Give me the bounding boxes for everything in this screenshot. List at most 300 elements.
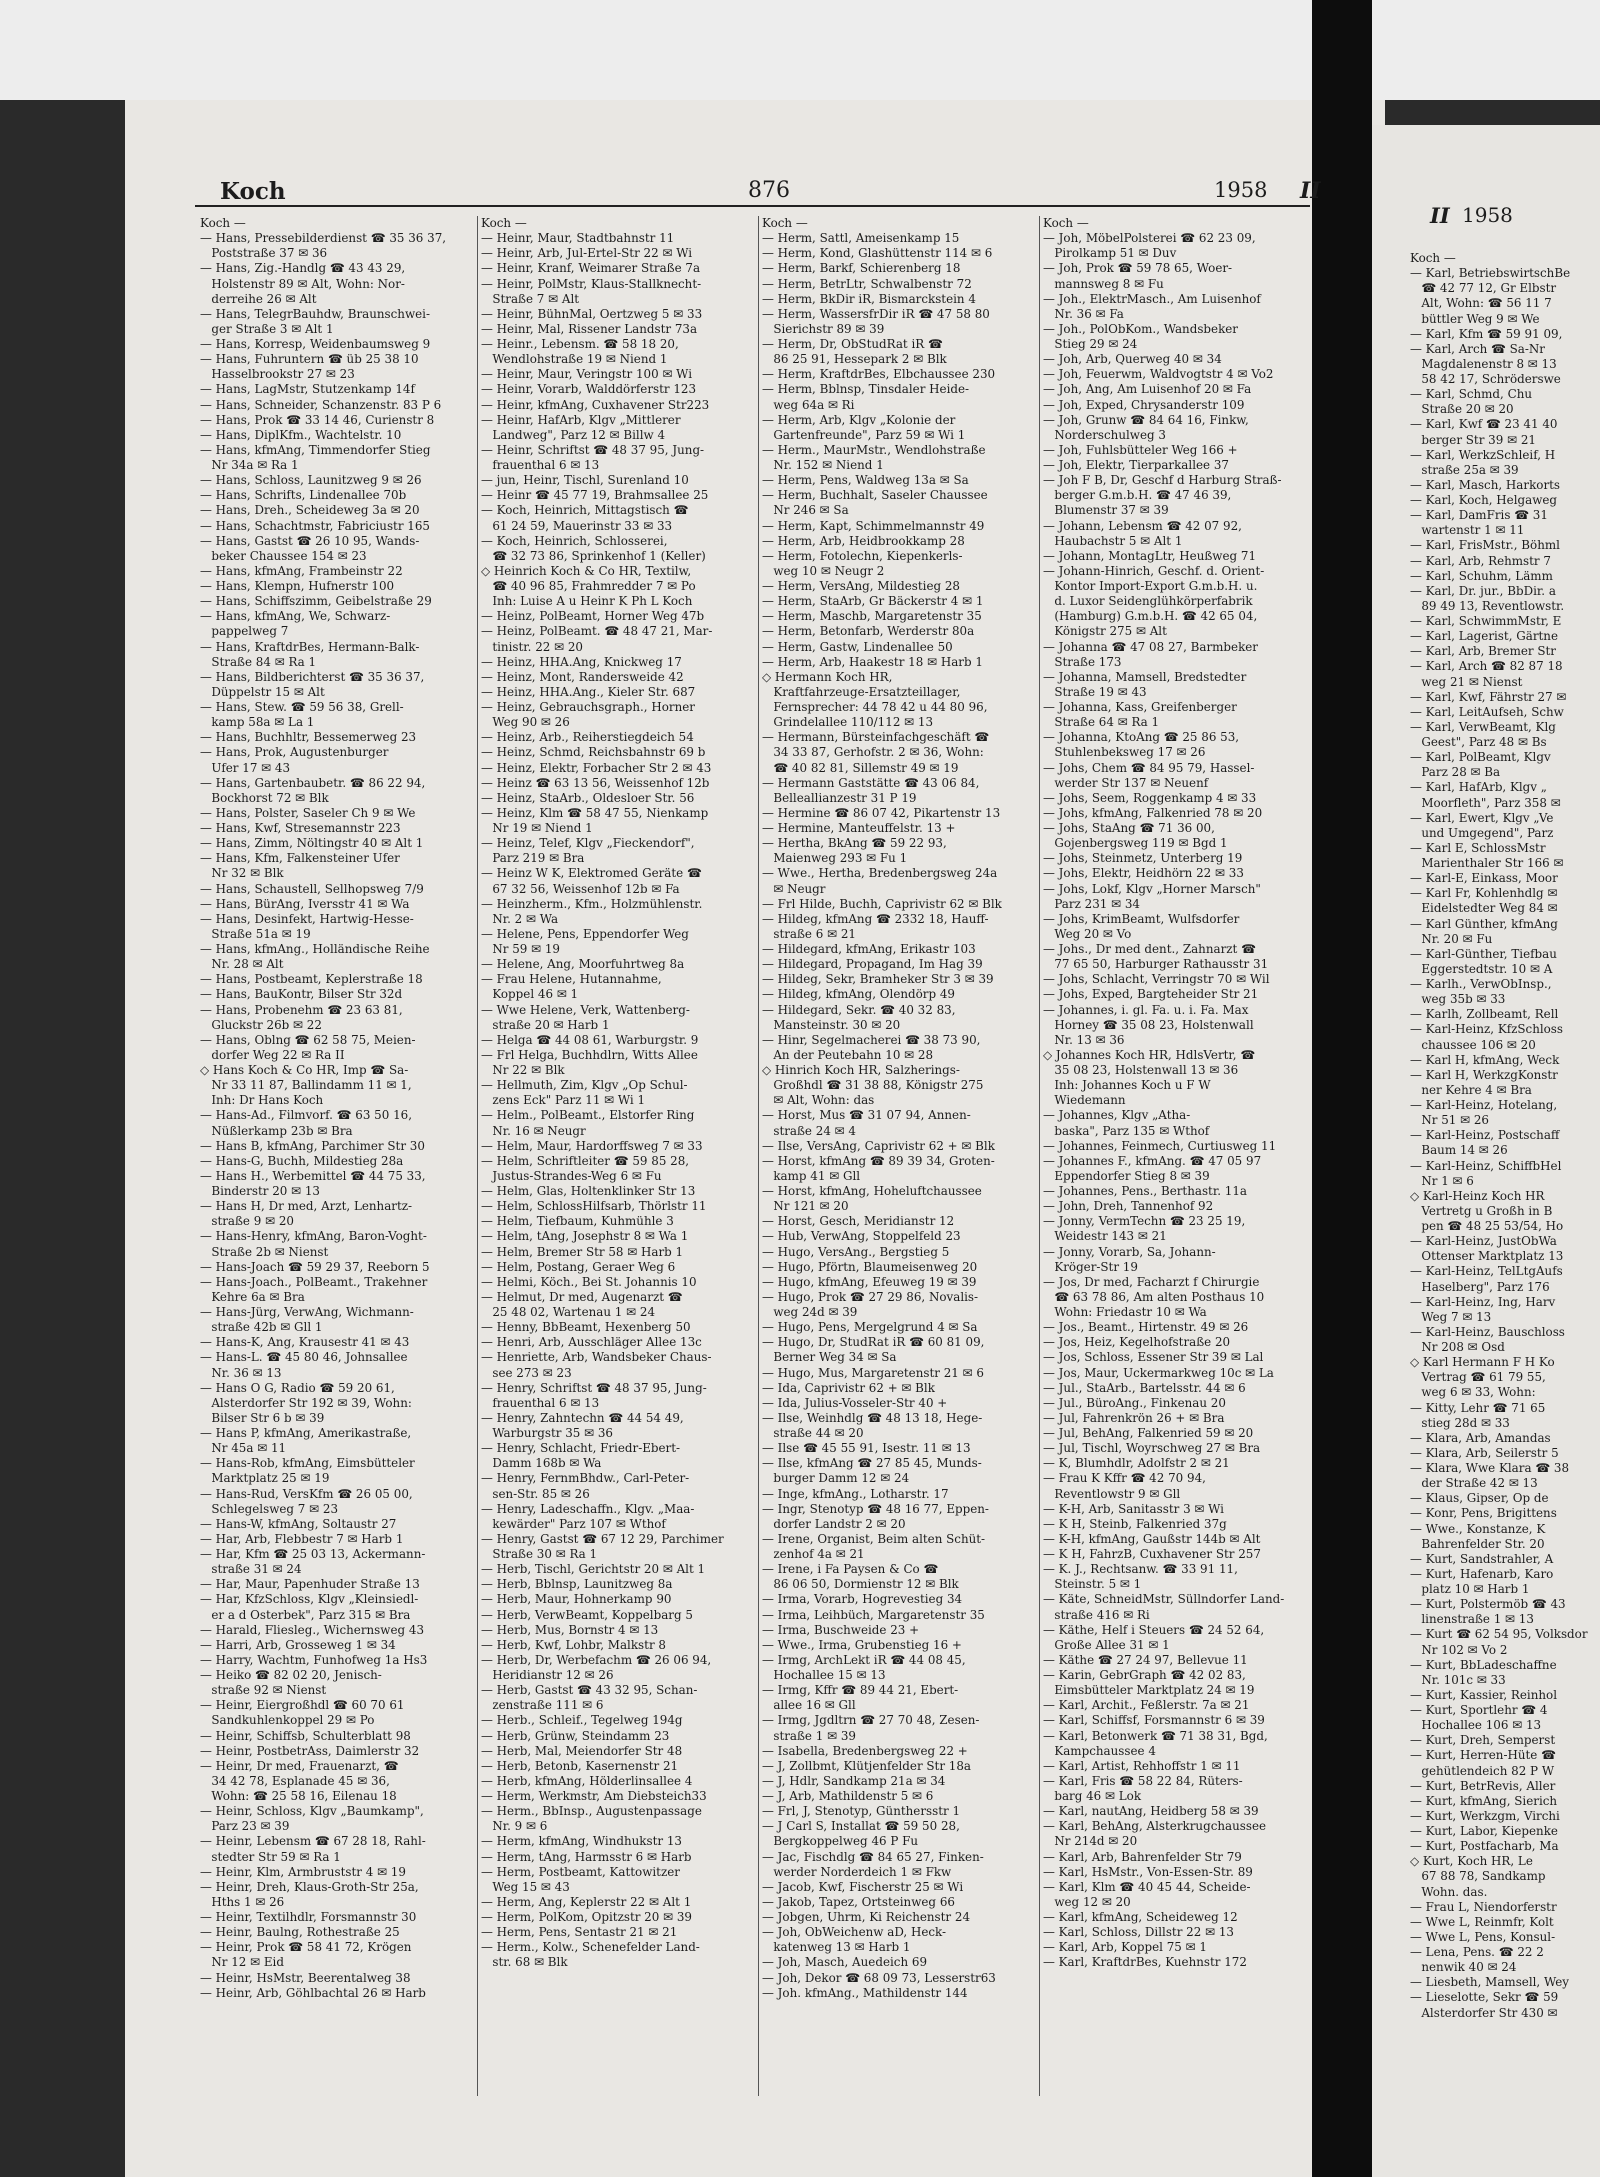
directory-entry-line: — Joh, ObWeichenw aD, Heck- [762, 1925, 947, 1940]
directory-entry-line: chaussee 106 ✉ 20 [1410, 1037, 1536, 1052]
directory-entry-line: — Hertha, BkAng ☎ 59 22 93, [762, 836, 947, 851]
directory-entry-line: — Hans-L. ☎ 45 80 46, Johnsallee [200, 1350, 408, 1365]
directory-entry-line: — Hans-Joach ☎ 59 29 37, Reeborn 5 [200, 1259, 430, 1274]
directory-entry-line: Parz 28 ✉ Ba [1410, 765, 1501, 780]
directory-entry-line: Bahrenfelder Str. 20 [1410, 1536, 1545, 1551]
directory-entry-line: — Herm, Buchhalt, Saseler Chaussee [762, 488, 988, 503]
directory-entry-line: Nr. 9 ✉ 6 [481, 1819, 548, 1834]
directory-entry-line: — Johs, Seem, Roggenkamp 4 ✉ 33 [1043, 790, 1257, 805]
directory-entry-line: — Heinr, Lebensm ☎ 67 28 18, Rahl- [200, 1834, 426, 1849]
directory-entry-line: — Herb, kfmAng, Hölderlinsallee 4 [481, 1773, 693, 1788]
directory-entry-line: — Hugo, VersAng., Bergstieg 5 [762, 1244, 950, 1259]
directory-entry-line: Vertrag ☎ 61 79 55, [1410, 1370, 1546, 1385]
directory-entry-line: — Ilse ☎ 45 55 91, Isestr. 11 ✉ 13 [762, 1441, 971, 1456]
directory-entry-line: — Herb, Dr, Werbefachm ☎ 26 06 94, [481, 1652, 712, 1667]
directory-entry-line: Straße 30 ✉ Ra 1 [481, 1547, 598, 1561]
directory-entry-line: 86 06 50, Dormienstr 12 ✉ Blk [762, 1577, 959, 1592]
directory-entry-line: — Henny, BbBeamt, Hexenberg 50 [481, 1320, 691, 1335]
directory-entry-line: 77 65 50, Harburger Rathausstr 31 [1043, 957, 1269, 972]
directory-entry-line: — Koch, Heinrich, Mittagstisch ☎ [481, 503, 689, 518]
directory-entry-line: — K H, FahrzB, Cuxhavener Str 257 [1043, 1547, 1261, 1561]
directory-entry-line: Koch — [200, 216, 246, 230]
directory-entry-line: — Johann, MontagLtr, Heußweg 71 [1043, 548, 1257, 563]
directory-entry-line: — Kurt, Kassier, Reinhol [1410, 1687, 1557, 1702]
directory-entry-line: — Karl, Dr. jur., BbDir. a [1410, 583, 1556, 598]
directory-entry-line: ☎ 40 96 85, Frahmredder 7 ✉ Po [481, 579, 696, 593]
directory-entry-line: ☎ 42 77 12, Gr Elbstr [1410, 281, 1557, 296]
directory-entry-line: Parz 23 ✉ 39 [200, 1819, 290, 1834]
directory-entry-line: — Hans-G, Buchh, Mildestieg 28a [200, 1153, 404, 1168]
directory-entry-line: — Karl, DamFris ☎ 31 [1410, 508, 1548, 523]
directory-entry-line: — Heinr, Dreh, Klaus-Groth-Str 25a, [200, 1879, 419, 1894]
directory-entry-line: — Herm, Arb, Haakestr 18 ✉ Harb 1 [762, 654, 983, 669]
directory-entry-line: Damm 168b ✉ Wa [481, 1456, 602, 1471]
directory-entry-line: — Herm, BkDir iR, Bismarckstein 4 [762, 291, 976, 306]
directory-entry-line: — Irene, i Fa Paysen & Co ☎ [762, 1562, 939, 1577]
directory-entry-line: Hasselbrookstr 27 ✉ 23 [200, 367, 355, 382]
directory-entry-line: — Karl, LeitAufseh, Schw [1410, 704, 1564, 719]
directory-entry-line: — Käthe, Helf i Steuers ☎ 24 52 64, [1043, 1622, 1265, 1637]
directory-entry-line: — Joh, Grunw ☎ 84 64 16, Finkw, [1043, 412, 1249, 427]
directory-entry-line: werder Norderdeich 1 ✉ Fkw [762, 1864, 952, 1879]
directory-entry-line: Stieg 29 ✉ 24 [1043, 337, 1138, 351]
directory-entry-line: ◇ Johannes Koch HR, HdlsVertr, ☎ [1043, 1047, 1256, 1062]
directory-column-4 [1043, 216, 1315, 1971]
directory-entry-line: Fernsprecher: 44 78 42 u 44 80 96, [762, 700, 988, 714]
directory-entry-line: — Jos., Beamt., Hirtenstr. 49 ✉ 26 [1043, 1320, 1249, 1335]
directory-entry-line: — Wwe., Konstanze, K [1410, 1521, 1546, 1536]
directory-entry-line: — Horst, kfmAng ☎ 89 39 34, Groten- [762, 1153, 995, 1168]
directory-entry-line: dorfer Weg 22 ✉ Ra II [200, 1047, 345, 1062]
directory-entry-line: — Heinr ☎ 45 77 19, Brahmsallee 25 [481, 488, 709, 503]
directory-entry-line: — Herm, BetrLtr, Schwalbenstr 72 [762, 276, 972, 291]
directory-entry-line: Justus-Strandes-Weg 6 ✉ Fu [481, 1168, 662, 1183]
directory-entry-line: — Heinz ☎ 63 13 56, Weissenhof 12b [481, 775, 710, 790]
directory-entry-line: — Karl, Masch, Harkorts [1410, 477, 1561, 492]
directory-entry-line: — Hans, Kwf, Stresemannstr 223 [200, 821, 401, 835]
directory-entry-line: — Karl, KraftdrBes, Kuehnstr 172 [1043, 1955, 1247, 1970]
directory-entry-line: frauenthal 6 ✉ 13 [481, 458, 600, 472]
directory-entry-line: Belleallianzestr 31 P 19 [762, 790, 917, 805]
directory-entry-line: — Johs, Steinmetz, Unterberg 19 [1043, 851, 1243, 866]
directory-entry-line: — Kurt, Dreh, Semperst [1410, 1733, 1556, 1748]
directory-entry-line: — Kurt, kfmAng, Sierich [1410, 1793, 1558, 1808]
directory-entry-line: — Wwe., Irma, Grubenstieg 16 + [762, 1637, 962, 1652]
directory-entry-line: — Karl, Archit., Feßlerstr. 7a ✉ 21 [1043, 1698, 1250, 1713]
directory-entry-line: — Hans, kfmAng, Timmendorfer Stieg [200, 442, 431, 457]
directory-entry-line: — Jul, Tischl, Woyrschweg 27 ✉ Bra [1043, 1441, 1261, 1456]
directory-entry-line: — Hans, Schloss, Launitzweg 9 ✉ 26 [200, 473, 422, 488]
directory-entry-line: — Karl-Heinz, SchiffbHel [1410, 1158, 1562, 1173]
directory-entry-line: — Herb, Mal, Meiendorfer Str 48 [481, 1743, 683, 1758]
directory-entry-line: 58 42 17, Schröderswe [1410, 372, 1561, 386]
directory-entry-line: — Heinr, Schiffsb, Schulterblatt 98 [200, 1728, 411, 1743]
directory-entry-line: werder Str 137 ✉ Neuenf [1043, 775, 1209, 790]
directory-entry-line: Nr. 2 ✉ Wa [481, 911, 559, 926]
directory-entry-line: — Joh, Arb, Querweg 40 ✉ 34 [1043, 352, 1222, 367]
directory-entry-line: — Karl, Arb, Bahrenfelder Str 79 [1043, 1849, 1242, 1864]
right-page-roman: II [1430, 203, 1450, 228]
directory-entry-line: — Johs, Elektr, Heidhörn 22 ✉ 33 [1043, 866, 1244, 881]
directory-entry-line: — Joh., PolObKom., Wandsbeker [1043, 321, 1238, 336]
directory-entry-line: und Umgegend", Parz [1410, 825, 1554, 840]
directory-entry-line: — Henry, Gastst ☎ 67 12 29, Parchimer [481, 1531, 724, 1546]
directory-entry-line: — K H, Steinb, Falkenried 37g [1043, 1516, 1227, 1531]
directory-entry-line: — Hans, Dreh., Scheideweg 3a ✉ 20 [200, 503, 420, 518]
directory-entry-line: ◇ Karl-Heinz Koch HR [1410, 1188, 1545, 1203]
directory-entry-line: Pirolkamp 51 ✉ Duv [1043, 246, 1177, 261]
directory-entry-line: — Johs, StaAng ☎ 71 36 00, [1043, 821, 1215, 835]
directory-entry-line: — Johanna, Kass, Greifenberger [1043, 700, 1237, 714]
directory-entry-line: Horney ☎ 35 08 23, Holstenwall [1043, 1017, 1254, 1032]
directory-entry-line: Nr 208 ✉ Osd [1410, 1340, 1505, 1354]
directory-entry-line: — Hans-Henry, kfmAng, Baron-Voght- [200, 1229, 427, 1244]
directory-entry-line: Blumenstr 37 ✉ 39 [1043, 503, 1169, 518]
directory-entry-line: Nr 102 ✉ Vo 2 [1410, 1642, 1508, 1657]
directory-entry-line: — Johannes F., kfmAng. ☎ 47 05 97 [1043, 1153, 1262, 1168]
directory-entry-line: pappelweg 7 [200, 624, 289, 639]
directory-entry-line: Berner Weg 34 ✉ Sa [762, 1350, 897, 1365]
directory-entry-line: — Hans, Pressebilderdienst ☎ 35 36 37, [200, 231, 447, 246]
directory-entry-line: — Horst, Mus ☎ 31 07 94, Annen- [762, 1108, 971, 1123]
directory-column-1 [200, 216, 472, 2001]
directory-entry-line: ◇ Hinrich Koch HR, Salzherings- [762, 1063, 960, 1077]
directory-entry-line: kamp 41 ✉ Gll [762, 1168, 861, 1183]
directory-entry-line: — Heinr, Arb, Göhlbachtal 26 ✉ Harb [200, 1985, 426, 2000]
directory-entry-line: Koppel 46 ✉ 1 [481, 987, 579, 1002]
directory-entry-line: — Hugo, Pens, Mergelgrund 4 ✉ Sa [762, 1320, 978, 1335]
directory-entry-line: — Käthe ☎ 27 24 97, Bellevue 11 [1043, 1652, 1248, 1667]
directory-entry-line: kewärder" Parz 107 ✉ Wthof [481, 1516, 666, 1531]
directory-entry-line: 86 25 91, Hessepark 2 ✉ Blk [762, 352, 947, 367]
directory-entry-line: Straße 173 [1043, 654, 1122, 669]
directory-entry-line: — Heinr, Textilhdlr, Forsmannstr 30 [200, 1910, 417, 1924]
directory-entry-line: — Jos, Heiz, Kegelhofstraße 20 [1043, 1335, 1231, 1350]
directory-entry-line: — Jul., BüroAng., Finkenau 20 [1043, 1395, 1226, 1410]
directory-entry-line: weg 24d ✉ 39 [762, 1305, 858, 1319]
directory-entry-line: 25 48 02, Wartenau 1 ✉ 24 [481, 1305, 656, 1319]
directory-entry-line: — Jac, Fischdlg ☎ 84 65 27, Finken- [762, 1849, 984, 1864]
directory-entry-line: — Herb, Tischl, Gerichtstr 20 ✉ Alt 1 [481, 1562, 706, 1577]
directory-entry-line: — Irma, Leihbüch, Margaretenstr 35 [762, 1607, 985, 1622]
directory-entry-line: Haselberg", Parz 176 [1410, 1279, 1550, 1294]
directory-entry-line: tinistr. 22 ✉ 20 [481, 639, 583, 654]
directory-entry-line: — Henry, Ladeschaffn., Klgv. „Maa- [481, 1501, 695, 1516]
directory-entry-line: — Karl, Arb, Koppel 75 ✉ 1 [1043, 1940, 1207, 1955]
directory-entry-line: Schlegelsweg 7 ✉ 23 [200, 1501, 339, 1516]
directory-entry-line: Inh: Johannes Koch u F W [1043, 1078, 1211, 1093]
directory-entry-line: — Heinzherm., Kfm., Holzmühlenstr. [481, 896, 703, 911]
directory-entry-line: stedter Str 59 ✉ Ra 1 [200, 1849, 341, 1864]
directory-entry-line: — Karl-Heinz, KfzSchloss [1410, 1022, 1564, 1037]
directory-entry-line: — Har, Kfm ☎ 25 03 13, Ackermann- [200, 1547, 426, 1561]
directory-entry-line: Ufer 17 ✉ 43 [200, 760, 291, 775]
directory-entry-line: frauenthal 6 ✉ 13 [481, 1395, 600, 1410]
directory-entry-line: — Heinz, HHA.Ang, Knickweg 17 [481, 654, 682, 669]
directory-entry-line: straße 1 ✉ 39 [762, 1728, 856, 1743]
directory-entry-line: Eimsbütteler Marktplatz 24 ✉ 19 [1043, 1683, 1255, 1698]
directory-entry-line: — Heinr, Baulng, Rothestraße 25 [200, 1925, 400, 1940]
directory-entry-line: — Karl, SchwimmMstr, E [1410, 614, 1562, 628]
directory-entry-line: — Herm, Sattl, Ameisenkamp 15 [762, 231, 960, 246]
directory-entry-line: Kraftfahrzeuge-Ersatzteillager, [762, 684, 961, 699]
directory-entry-line: — Hermine ☎ 86 07 42, Pikartenstr 13 [762, 805, 1001, 820]
directory-entry-line: — Henry, Schlacht, Friedr-Ebert- [481, 1441, 681, 1456]
directory-entry-line: — Helene, Ang, Moorfuhrtweg 8a [481, 957, 685, 972]
directory-entry-line: — Hans, Postbeamt, Keplerstraße 18 [200, 972, 423, 987]
directory-entry-line: — Herm, Barkf, Schierenberg 18 [762, 261, 961, 276]
directory-entry-line: — Herb, Mus, Bornstr 4 ✉ 13 [481, 1622, 659, 1637]
directory-entry-line: — Jos, Dr med, Facharzt f Chirurgie [1043, 1274, 1260, 1289]
directory-entry-line: — Jonny, Vorarb, Sa, Johann- [1043, 1244, 1216, 1259]
directory-entry-line: — Karl, WerkzSchleif, H [1410, 447, 1556, 462]
directory-entry-line: — Karl, Klm ☎ 40 45 44, Scheide- [1043, 1879, 1251, 1894]
directory-entry-line: 67 88 78, Sandkamp [1410, 1869, 1546, 1884]
directory-entry-line: der Straße 42 ✉ 13 [1410, 1476, 1538, 1491]
directory-entry-line: — K-H, Arb, Sanitasstr 3 ✉ Wi [1043, 1501, 1224, 1516]
directory-entry-line: — Herb, Maur, Hohnerkamp 90 [481, 1592, 672, 1607]
directory-entry-line: — Kitty, Lehr ☎ 71 65 [1410, 1400, 1546, 1415]
directory-entry-line: Straße 64 ✉ Ra 1 [1043, 715, 1160, 730]
directory-entry-line: — Karl, Schmd, Chu [1410, 387, 1533, 402]
directory-entry-line: — Joh, MöbelPolsterei ☎ 62 23 09, [1043, 231, 1256, 246]
directory-entry-line: — Hugo, Mus, Margaretenstr 21 ✉ 6 [762, 1365, 984, 1380]
page-header-word: Koch [220, 178, 286, 205]
directory-entry-line: d. Luxor Seidenglühkörperfabrik [1043, 594, 1253, 609]
directory-entry-line: — Joh. kfmAng., Mathildenstr 144 [762, 1985, 968, 2000]
directory-entry-line: — Karl, HafArb, Klgv „ [1410, 780, 1547, 795]
directory-entry-line: An der Peutebahn 10 ✉ 28 [762, 1047, 934, 1062]
directory-entry-line: — Horst, kfmAng, Hoheluftchaussee [762, 1184, 982, 1198]
directory-entry-line: Nr. 16 ✉ Neugr [481, 1123, 586, 1138]
directory-entry-line: — Helm, Tiefbaum, Kuhmühle 3 [481, 1214, 674, 1229]
directory-entry-line: — Helm, SchlossHilfsarb, Thörlstr 11 [481, 1199, 707, 1214]
directory-entry-line: — Herm, VersAng, Mildestieg 28 [762, 579, 961, 593]
directory-entry-line: Nr 33 11 87, Ballindamm 11 ✉ 1, [200, 1078, 412, 1093]
directory-entry-line: pen ☎ 48 25 53/54, Ho [1410, 1219, 1564, 1233]
directory-entry-line: — J, Arb, Mathildenstr 5 ✉ 6 [762, 1789, 934, 1803]
directory-entry-line: — Hans, Fuhruntern ☎ üb 25 38 10 [200, 352, 419, 367]
directory-entry-line: Kröger-Str 19 [1043, 1259, 1138, 1274]
directory-entry-line: — Joh, Elektr, Tierparkallee 37 [1043, 458, 1229, 472]
directory-entry-line: Sandkuhlenkoppel 29 ✉ Po [200, 1713, 375, 1728]
directory-entry-line: — Herm, PolKom, Opitzstr 20 ✉ 39 [481, 1910, 692, 1924]
directory-entry-line: — J, Hdlr, Sandkamp 21a ✉ 34 [762, 1773, 946, 1788]
page-roman-numeral: II [1300, 178, 1321, 204]
directory-entry-line: Marienthaler Str 166 ✉ [1410, 856, 1564, 870]
directory-entry-line: — Karl, Schuhm, Lämm [1410, 568, 1553, 583]
directory-entry-line: Wiedemann [1043, 1093, 1126, 1108]
directory-entry-line: Geest", Parz 48 ✉ Bs [1410, 735, 1547, 749]
directory-entry-line: — Johs, kfmAng, Falkenried 78 ✉ 20 [1043, 805, 1263, 820]
directory-entry-line: — Hugo, Dr, StudRat iR ☎ 60 81 09, [762, 1335, 985, 1350]
directory-entry-line: — Karin, GebrGraph ☎ 42 02 83, [1043, 1668, 1246, 1682]
directory-entry-line: — Frl Hilde, Buchh, Caprivistr 62 ✉ Blk [762, 896, 1002, 911]
directory-entry-line: — Heinr, PolMstr, Klaus-Stallknecht- [481, 276, 702, 291]
directory-entry-line: — Karl-Heinz, JustObWa [1410, 1234, 1557, 1249]
column-divider [1039, 216, 1040, 2096]
directory-entry-line: kamp 58a ✉ La 1 [200, 715, 315, 730]
directory-entry-line: — Heinr, Prok ☎ 58 41 72, Krögen [200, 1940, 412, 1955]
directory-entry-line: — Liesbeth, Mamsell, Wey [1410, 1975, 1570, 1990]
directory-entry-line: — Herm, tAng, Harmsstr 6 ✉ Harb [481, 1849, 692, 1864]
directory-entry-line: — Heinr, PostbetrAss, Daimlerstr 32 [200, 1743, 420, 1758]
directory-entry-line: allee 16 ✉ Gll [762, 1698, 856, 1713]
directory-entry-line: — Karl, kfmAng, Scheideweg 12 [1043, 1910, 1238, 1924]
directory-entry-line: — Johs, KrimBeamt, Wulfsdorfer [1043, 911, 1240, 926]
directory-entry-line: Straße 7 ✉ Alt [481, 291, 580, 306]
directory-entry-line: Binderstr 20 ✉ 13 [200, 1184, 320, 1198]
directory-entry-line: ☎ 63 78 86, Am alten Posthaus 10 [1043, 1289, 1265, 1304]
directory-entry-line: Kehre 6a ✉ Bra [200, 1289, 305, 1304]
directory-entry-line: Nr. 101c ✉ 33 [1410, 1672, 1506, 1687]
directory-entry-line: Straße 84 ✉ Ra 1 [200, 654, 317, 669]
directory-entry-line: — Karl H, WerkzgKonstr [1410, 1067, 1558, 1082]
directory-entry-line: — Karl, Schiffsf, Forsmannstr 6 ✉ 39 [1043, 1713, 1265, 1728]
directory-column-2 [481, 216, 753, 1971]
directory-entry-line: — Hans, Schneider, Schanzenstr. 83 P 6 [200, 397, 442, 412]
right-page-year: 1958 [1462, 203, 1513, 227]
directory-entry-line: str. 68 ✉ Blk [481, 1955, 568, 1970]
directory-entry-line: — Hans, Polster, Saseler Ch 9 ✉ We [200, 805, 416, 820]
directory-entry-line: — Herm, WassersfrDir iR ☎ 47 58 80 [762, 306, 990, 321]
directory-entry-line: Nr 214d ✉ 20 [1043, 1834, 1138, 1849]
directory-entry-line: — Koch, Heinrich, Schlosserei, [481, 533, 668, 548]
directory-entry-line: — Herm., BbInsp., Augustenpassage [481, 1804, 702, 1819]
directory-entry-line: weg 12 ✉ 20 [1043, 1894, 1131, 1909]
directory-entry-line: Weg 90 ✉ 26 [481, 715, 570, 730]
directory-entry-line: — Irene, Organist, Beim alten Schüt- [762, 1531, 986, 1546]
directory-entry-line: — Heinz, Elektr, Forbacher Str 2 ✉ 43 [481, 760, 712, 775]
directory-entry-line: Weidestr 143 ✉ 21 [1043, 1229, 1167, 1244]
directory-entry-line: — Hermann, Bürsteinfachgeschäft ☎ [762, 730, 990, 745]
directory-entry-line: — Kurt, Postfacharb, Ma [1410, 1839, 1559, 1854]
directory-entry-line: — Irma, Vorarb, Hogrevestieg 34 [762, 1592, 963, 1607]
directory-entry-line: — Herm, Maschb, Margaretenstr 35 [762, 609, 982, 624]
column-divider [477, 216, 478, 2096]
directory-entry-line: 67 32 56, Weissenhof 12b ✉ Fa [481, 881, 680, 896]
directory-entry-line: weg 35b ✉ 33 [1410, 992, 1506, 1007]
directory-entry-line: — Herm, Kapt, Schimmelmannstr 49 [762, 518, 985, 533]
directory-entry-line: Nr. 28 ✉ Alt [200, 957, 284, 972]
directory-entry-line: — Herb, Bblnsp, Launitzweg 8a [481, 1577, 673, 1592]
directory-entry-line: Straße 2b ✉ Nienst [200, 1244, 329, 1259]
directory-entry-line: büttler Weg 9 ✉ We [1410, 311, 1540, 326]
directory-entry-line: 35 08 23, Holstenwall 13 ✉ 36 [1043, 1063, 1239, 1077]
directory-entry-line: Nr 51 ✉ 26 [1410, 1113, 1489, 1128]
directory-entry-line: — Hans, Stew. ☎ 59 56 38, Grell- [200, 700, 404, 714]
directory-entry-line: Weg 15 ✉ 43 [481, 1879, 570, 1894]
directory-entry-line: ◇ Hans Koch & Co HR, Imp ☎ Sa- [200, 1063, 409, 1077]
directory-entry-line: Inh: Dr Hans Koch [200, 1093, 324, 1108]
directory-entry-line: Nr 59 ✉ 19 [481, 942, 560, 956]
directory-entry-line: — Hans-Joach., PolBeamt., Trakehner [200, 1274, 428, 1289]
directory-entry-line: dorfer Landstr 2 ✉ 20 [762, 1516, 906, 1531]
directory-entry-line: — Henri, Arb, Ausschläger Allee 13c [481, 1335, 702, 1350]
directory-entry-line: Alsterdorfer Str 192 ✉ 39, Wohn: [200, 1395, 412, 1410]
directory-entry-line: — Karl-Heinz, Postschaff [1410, 1128, 1560, 1143]
directory-entry-line: — Karl H, kfmAng, Weck [1410, 1052, 1560, 1067]
directory-entry-line: — Harry, Wachtm, Funhofweg 1a Hs3 [200, 1652, 428, 1667]
directory-entry-line: — Jos, Schloss, Essener Str 39 ✉ Lal [1043, 1350, 1264, 1365]
directory-entry-line: — Klara, Arb, Amandas [1410, 1430, 1551, 1445]
directory-entry-line: — Henry, Zahntechn ☎ 44 54 49, [481, 1410, 684, 1425]
directory-entry-line: — Hildeg, kfmAng, Olendörp 49 [762, 987, 955, 1002]
directory-entry-line: — jun, Heinr, Tischl, Surenland 10 [481, 473, 689, 488]
directory-entry-line: Hochallee 15 ✉ 13 [762, 1668, 886, 1682]
directory-entry-line: see 273 ✉ 23 [481, 1365, 572, 1380]
directory-entry-line: — Heinr, Klm, Armbruststr 4 ✉ 19 [200, 1864, 406, 1879]
directory-entry-line: — Frau L, Niendorferstr [1410, 1899, 1557, 1914]
directory-entry-line: zens Eck" Parz 11 ✉ Wi 1 [481, 1093, 646, 1108]
directory-entry-line: — Konr, Pens, Brigittens [1410, 1506, 1557, 1521]
directory-column-3 [762, 216, 1034, 2001]
directory-entry-line: ◇ Kurt, Koch HR, Le [1410, 1854, 1533, 1869]
directory-entry-line: — Karl, Fris ☎ 58 22 84, Rüters- [1043, 1773, 1243, 1788]
directory-entry-line: — Kurt, BetrRevis, Aller [1410, 1778, 1556, 1793]
directory-entry-line: berger Str 39 ✉ 21 [1410, 432, 1536, 447]
directory-entry-line: — Hugo, Pförtn, Blaumeisenweg 20 [762, 1259, 978, 1274]
directory-entry-line: — Helene, Pens, Eppendorfer Weg [481, 926, 689, 941]
directory-entry-line: Koch — [1043, 216, 1089, 230]
directory-entry-line: beker Chaussee 154 ✉ 23 [200, 548, 367, 563]
directory-entry-line: — Johs, Schlacht, Verringstr 70 ✉ Wil [1043, 972, 1270, 987]
directory-entry-line: linenstraße 1 ✉ 13 [1410, 1612, 1534, 1627]
directory-entry-line: — Hans, DiplKfm., Wachtelstr. 10 [200, 427, 402, 442]
directory-entry-line: Haubachstr 5 ✉ Alt 1 [1043, 533, 1183, 548]
directory-entry-line: — Hildegard, Propagand, Im Hag 39 [762, 957, 983, 972]
directory-entry-line: barg 46 ✉ Lok [1043, 1789, 1142, 1803]
directory-entry-line: Magdalenenstr 8 ✉ 13 [1410, 356, 1557, 371]
directory-entry-line: — Jonny, VermTechn ☎ 23 25 19, [1043, 1214, 1246, 1229]
directory-entry-line: — Frau Helene, Hutannahme, [481, 972, 662, 987]
directory-entry-line: — Heinr, BühnMal, Oertzweg 5 ✉ 33 [481, 306, 703, 321]
directory-entry-line: — Joh, Feuerwm, Waldvogtstr 4 ✉ Vo2 [1043, 367, 1274, 382]
directory-entry-line: zenstraße 111 ✉ 6 [481, 1698, 604, 1713]
directory-entry-line: — Hans-Jürg, VerwAng, Wichmann- [200, 1305, 414, 1319]
directory-entry-line: — Karl, nautAng, Heidberg 58 ✉ 39 [1043, 1804, 1259, 1819]
directory-entry-line: derreihe 26 ✉ Alt [200, 291, 317, 306]
directory-entry-line: Baum 14 ✉ 26 [1410, 1143, 1508, 1158]
directory-entry-line: — Kurt, Labor, Kiepenke [1410, 1824, 1558, 1838]
directory-entry-line: — Helm, Postang, Geraer Weg 6 [481, 1259, 676, 1274]
directory-entry-line: — Kurt, Werkzgm, Virchi [1410, 1808, 1560, 1823]
directory-entry-line: — Hans, Zimm, Nöltingstr 40 ✉ Alt 1 [200, 836, 424, 851]
directory-entry-line: — Irmg, Kffr ☎ 89 44 21, Ebert- [762, 1683, 959, 1698]
directory-entry-line: — Hans, Korresp, Weidenbaumsweg 9 [200, 337, 431, 351]
directory-entry-line: — Johannes, Klgv „Atha- [1043, 1108, 1191, 1123]
directory-entry-line: — Karl, Betonwerk ☎ 71 38 31, Bgd, [1043, 1728, 1268, 1743]
directory-entry-line: Marktplatz 25 ✉ 19 [200, 1471, 330, 1486]
directory-entry-line: — Karl, VerwBeamt, Klg [1410, 719, 1556, 734]
directory-entry-line: — Heinr, Maur, Veringstr 100 ✉ Wi [481, 367, 692, 382]
directory-entry-line: — Hellmuth, Zim, Klgv „Op Schul- [481, 1078, 688, 1093]
directory-entry-line: — Herm, kfmAng, Windhukstr 13 [481, 1834, 682, 1849]
directory-entry-line: — Helm., PolBeamt., Elstorfer Ring [481, 1108, 695, 1123]
directory-entry-line: — Herm, Pens, Sentastr 21 ✉ 21 [481, 1925, 678, 1940]
directory-entry-line: — Heinr, Dr med, Frauenarzt, ☎ [200, 1758, 399, 1773]
directory-entry-line: — Helm, Schriftleiter ☎ 59 85 28, [481, 1153, 690, 1168]
directory-entry-line: — Joh, Prok ☎ 59 78 65, Woer- [1043, 261, 1233, 276]
directory-entry-line: straße 42b ✉ Gll 1 [200, 1320, 323, 1335]
directory-entry-line: Eggerstedtstr. 10 ✉ A [1410, 961, 1553, 976]
directory-entry-line: — Lieselotte, Sekr ☎ 59 [1410, 1990, 1559, 2005]
directory-entry-line: — Hans H, Dr med, Arzt, Lenhartz- [200, 1199, 413, 1214]
directory-entry-line: Parz 231 ✉ 34 [1043, 896, 1140, 911]
directory-entry-line: Straße 20 ✉ 20 [1410, 402, 1514, 417]
directory-entry-line: — Jakob, Tapez, Ortsteinweg 66 [762, 1894, 955, 1909]
directory-entry-line: — Joh, Fuhlsbütteler Weg 166 + [1043, 442, 1238, 457]
